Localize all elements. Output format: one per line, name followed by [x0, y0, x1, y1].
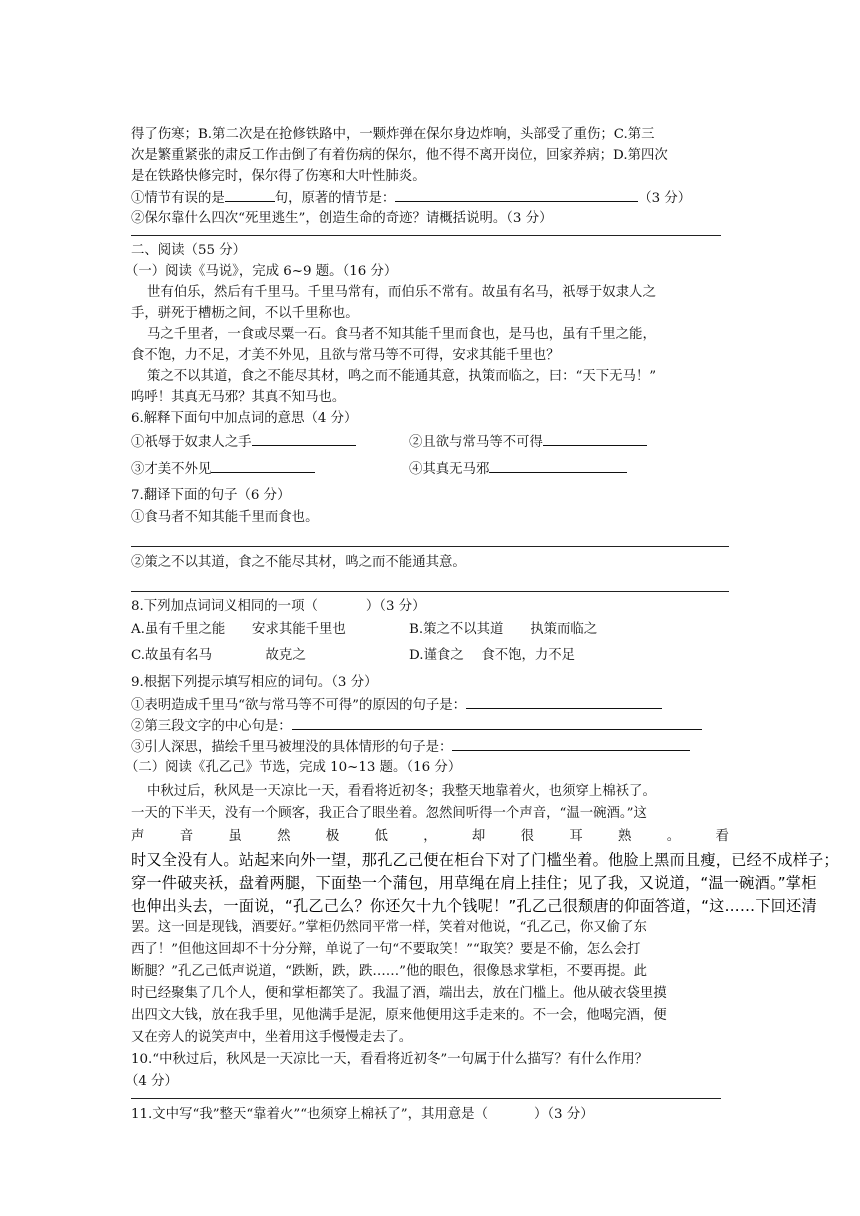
- text-line: 得了伤寒；B.第二次是在抢修铁路中，一颗炸弹在保尔身边炸响，头部受了重伤；C.第三: [131, 127, 655, 142]
- passage-line: 出四文大钱，放在我手里，见他满手是泥，原来他便用这手走来的。不一会，他喝完酒，便: [131, 1008, 667, 1023]
- question-9-title: 9.根据下列提示填写相应的词句。（3 分）: [131, 675, 378, 690]
- q8-title-2: ）（3 分）: [365, 599, 426, 614]
- q7-sentence-2: ②策之不以其道，食之不能尽其材，鸣之而不能通其意。: [131, 555, 466, 570]
- option-d[interactable]: D.谨食之 食不饱，力不足: [409, 648, 576, 663]
- char: 看: [715, 829, 729, 844]
- q6-item-3: ③才美不外见: [131, 462, 212, 477]
- passage-line: 手，骈死于槽枥之间，不以千里称也。: [131, 306, 359, 321]
- char: 极: [325, 829, 340, 844]
- q7-sentence-1: ①食马者不知其能千里而食也。: [131, 510, 319, 525]
- char: ，: [423, 829, 437, 844]
- q6-item-4: ④其真无马邪: [409, 462, 490, 477]
- text-line: 是在铁路快修完时，保尔得了伤寒和大叶性肺炎。: [131, 169, 426, 184]
- passage-line: 时已经聚集了几个人，便和掌柜都笑了。我温了酒，端出去，放在门槛上。他从破衣袋里摸: [131, 986, 667, 1001]
- q6-item-2: ②且欲与常马等不可得: [409, 435, 543, 450]
- part-title: （一）阅读《马说》，完成 6~9 题。（16 分）: [125, 264, 398, 279]
- passage-line: 穿一件破夹袄，盘着两腿，下面垫一个蒲包，用草绳在肩上挂住；见了我，又说道，“温一碗酒。”掌柜: [131, 874, 817, 892]
- question-sub-2: ②保尔靠什么四次“死里逃生”，创造生命的奇迹？请概括说明。（3 分）: [131, 211, 553, 226]
- q11-score: ）（3 分）: [533, 1107, 594, 1122]
- char: 音: [179, 829, 194, 844]
- option-c[interactable]: C.故虽有名马 故克之: [131, 648, 306, 663]
- passage-line: 中秋过后，秋风是一天凉比一天，看看将近初冬；我整天地靠着火，也须穿上棉袄了。: [147, 784, 656, 799]
- passage-line: 罢。这一回是现钱，酒要好。”掌柜仍然同平常一样，笑着对他说，“孔乙己，你又偷了东: [131, 920, 647, 935]
- passage-line: 世有伯乐，然后有千里马。千里马常有，而伯乐不常有。故虽有名马，祇辱于奴隶人之: [147, 285, 656, 300]
- q6-item-1: ①祇辱于奴隶人之手: [131, 435, 252, 450]
- question-10: 10.“中秋过后，秋风是一天凉比一天，看看将近初冬”一句属于什么描写？有什么作用？: [131, 1052, 649, 1067]
- char: 熟: [618, 829, 632, 844]
- passage-line: 一天的下半天，没有一个顾客，我正合了眼坐着。忽然间听得一个声音，“温一碗酒。”这: [131, 806, 647, 821]
- question-10-score: （4 分）: [125, 1074, 178, 1089]
- q9-item-3-label: ③引人深思，描绘千里马被埋没的具体情形的句子是：: [131, 740, 453, 755]
- passage-line: 策之不以其道，食之不能尽其材，鸣之而不能通其意，执策而临之，曰：“天下无马！”: [147, 369, 657, 384]
- passage-line: 马之千里者，一食或尽粟一石。食马者不知其能千里而食也，是马也，虽有千里之能，: [147, 327, 656, 342]
- char: 声: [131, 829, 145, 844]
- passage-line: 断腿？”孔乙己低声说道，“跌断，跌，跌……”他的眼色，很像恳求掌柜，不要再提。此: [131, 964, 647, 979]
- part-title: （二）阅读《孔乙己》节选，完成 10~13 题。（16 分）: [125, 760, 462, 775]
- q11-label: 11.文中写“我”整天“靠着火”“也须穿上棉袄了”，其用意是（: [131, 1107, 488, 1122]
- passage-line: 西了！”但他这回却不十分分辩，单说了一句“不要取笑！”“取笑？要是不偷，怎么会打: [131, 942, 641, 957]
- char: 。: [666, 829, 681, 844]
- option-a[interactable]: A.虽有千里之能 安求其能千里也: [131, 622, 346, 637]
- sub1-label-2: 句，原著的情节是：: [274, 191, 396, 206]
- char: 很: [520, 829, 535, 844]
- passage-line: 也伸出头去，一面说，“孔乙己么？你还欠十九个钱呢！”孔乙己很颓唐的仰面答道，“这……下回还清: [131, 897, 817, 915]
- passage-line: 呜呼！其真无马邪？其真不知马也。: [131, 390, 346, 405]
- char: 却: [471, 829, 486, 844]
- question-11: [131, 1104, 594, 1125]
- section-title: 二、阅读（55 分）: [131, 243, 247, 258]
- score: （3 分）: [638, 191, 692, 206]
- passage-line: 时又全没有人。站起来向外一望，那孔乙己便在柜台下对了门槛坐着。他脸上黑而且瘦，已经不成样子；: [131, 851, 839, 869]
- question-7-title: 7.翻译下面的句子（6 分）: [131, 488, 291, 503]
- question-6-title: 6.解释下面句中加点词的意思（4 分）: [131, 411, 358, 426]
- passage-line: 又在旁人的说笑声中，坐着用这手慢慢走去了。: [131, 1030, 413, 1045]
- passage-line: 食不饱，力不足，才美不外见，且欲与常马等不可得，安求其能千里也？: [131, 348, 560, 363]
- char: 耳: [569, 829, 583, 844]
- answer-bracket[interactable]: [488, 1104, 534, 1118]
- char: 虽: [228, 829, 242, 844]
- text-line: 次是繁重紧张的肃反工作击倒了有着伤病的保尔，他不得不离开岗位，回家养病；D.第四次: [131, 148, 668, 163]
- q8-title: 8.下列加点词词义相同的一项（: [131, 599, 318, 614]
- q9-item-1-label: ①表明造成千里马“欲与常马等不可得”的原因的句子是：: [131, 698, 467, 713]
- option-b[interactable]: B.策之不以其道 执策而临之: [409, 622, 598, 637]
- sub1-label: ①情节有误的是: [131, 191, 225, 206]
- q9-item-2-label: ②第三段文字的中心句是：: [131, 719, 292, 734]
- char: 然: [277, 829, 291, 844]
- char: 低: [374, 829, 388, 844]
- answer-line[interactable]: [131, 1098, 721, 1099]
